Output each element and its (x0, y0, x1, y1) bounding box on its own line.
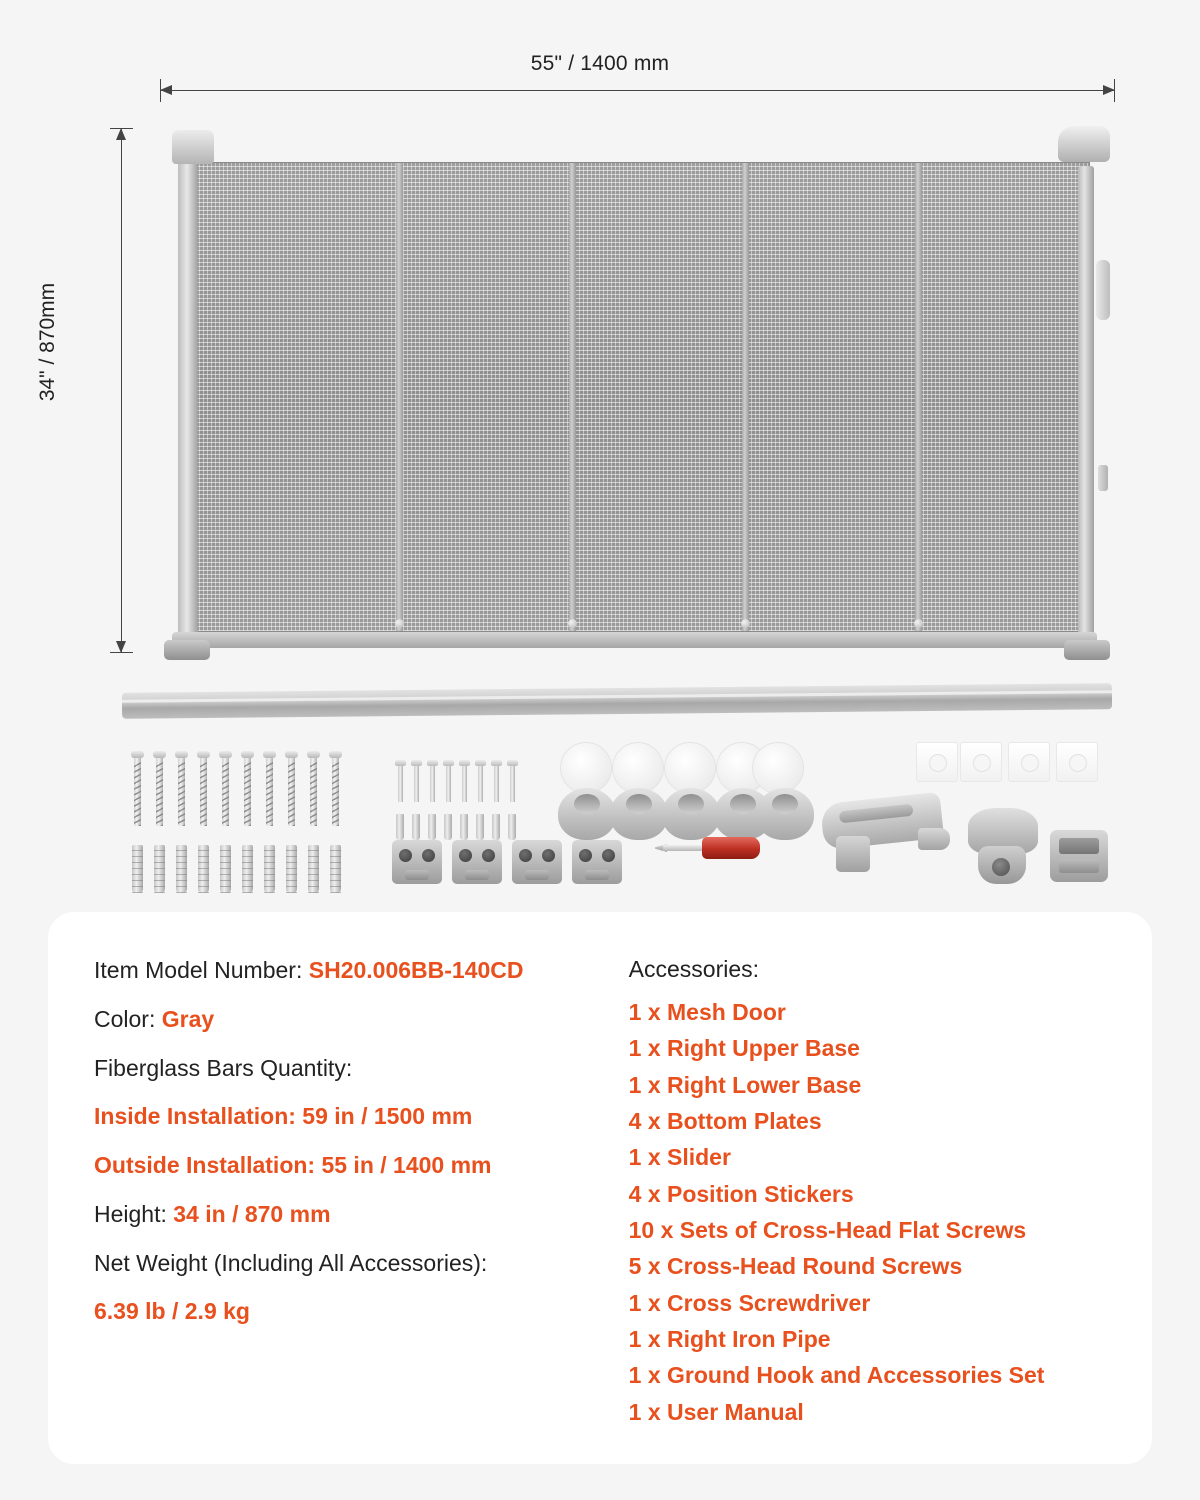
hook-sticker (1008, 742, 1050, 782)
wall-anchor (198, 845, 209, 893)
hook-sticker (916, 742, 958, 782)
hook-sticker (1056, 742, 1098, 782)
accessory-block (1050, 830, 1108, 882)
mesh-vertical-bar (569, 163, 576, 631)
gate-clip (1098, 465, 1108, 491)
spec-color (94, 1005, 629, 1034)
mesh-stud (568, 619, 577, 628)
accessory-item: 1 x Ground Hook and Accessories Set (628, 1362, 1045, 1389)
spec-model-number (94, 956, 629, 985)
accessory-item: 4 x Bottom Plates (628, 1107, 822, 1134)
arrow-down-icon (116, 641, 126, 653)
spec-card (48, 912, 1152, 1464)
position-sticker (560, 742, 612, 794)
small-screw (494, 764, 499, 802)
cross-screwdriver (655, 835, 760, 861)
accessory-item: 10 x Sets of Cross-Head Flat Screws (628, 1216, 1027, 1243)
accessory-item: 5 x Cross-Head Round Screws (628, 1253, 963, 1280)
bottom-plate (512, 840, 562, 884)
position-sticker (612, 742, 664, 794)
accessory-item: 1 x Right Upper Base (628, 1035, 860, 1062)
small-screw (414, 764, 419, 802)
small-anchor (492, 814, 500, 840)
wall-anchor (220, 845, 231, 893)
accessory-item: 1 x User Manual (628, 1398, 804, 1425)
bottom-rail (172, 632, 1097, 648)
wall-anchor (154, 845, 165, 893)
spec-net-weight-value: 6.39 lb / 2.9 kg (94, 1298, 250, 1325)
mesh-stud (395, 619, 404, 628)
small-anchor (428, 814, 436, 840)
round-knob (610, 788, 668, 840)
width-dimension-line (160, 90, 1115, 91)
spec-model-value: SH20.006BB-140CD (308, 957, 524, 983)
accessory-item: 1 x Cross Screwdriver (628, 1289, 871, 1316)
mesh-vertical-bar (915, 163, 922, 631)
retractable-gate-illustration (158, 120, 1118, 665)
arrow-right-icon (1103, 85, 1115, 95)
height-dimension-line (121, 128, 122, 653)
ground-hook (968, 808, 1038, 884)
wall-anchor (242, 845, 253, 893)
bottom-plate (572, 840, 622, 884)
small-anchor (508, 814, 516, 840)
spec-left-column (94, 956, 629, 1464)
position-sticker (752, 742, 804, 794)
width-dimension-label: 55" / 1400 mm (530, 52, 670, 75)
small-anchor (396, 814, 404, 840)
round-knob (558, 788, 616, 840)
mesh-stud (914, 619, 923, 628)
accessory-item: 1 x Right Lower Base (628, 1071, 862, 1098)
round-knob (756, 788, 814, 840)
small-screw (510, 764, 515, 802)
left-rail (178, 156, 198, 641)
small-anchor (476, 814, 484, 840)
bottom-plate (392, 840, 442, 884)
spec-height (94, 1200, 629, 1229)
accessory-item: 1 x Slider (628, 1144, 731, 1171)
wall-anchor (330, 845, 341, 893)
spec-fiberglass-bars-quantity: Fiberglass Bars Quantity: (94, 1054, 353, 1081)
spec-color-label: Color: (94, 1005, 162, 1032)
spec-net-weight-label: Net Weight (Including All Accessories): (94, 1249, 488, 1276)
spec-height-label: Height: (94, 1200, 174, 1227)
wall-anchor (132, 845, 143, 893)
mesh-vertical-bar (396, 163, 403, 631)
small-screw (446, 764, 451, 802)
accessory-item: 1 x Right Iron Pipe (628, 1325, 831, 1352)
wall-anchor (286, 845, 297, 893)
spec-height-value: 34 in / 870 mm (173, 1200, 331, 1227)
spec-color-value: Gray (161, 1005, 215, 1032)
accessories-title: Accessories: (628, 956, 760, 982)
gate-handle (1096, 260, 1110, 320)
left-upper-base (172, 130, 214, 164)
accessory-item: 4 x Position Stickers (628, 1180, 854, 1207)
spec-outside-installation: Outside Installation: 55 in / 1400 mm (94, 1152, 492, 1178)
right-upper-base (1058, 126, 1110, 162)
spec-model-label: Item Model Number: (94, 957, 309, 983)
wall-anchor (264, 845, 275, 893)
small-screw (462, 764, 467, 802)
spec-right-column (629, 956, 1106, 1464)
right-iron-pipe (1078, 166, 1094, 636)
slider-housing (822, 798, 954, 878)
accessory-item: 1 x Mesh Door (628, 999, 786, 1025)
left-lower-base (164, 640, 210, 660)
accessories-illustration (0, 740, 1200, 900)
arrow-left-icon (160, 85, 172, 95)
mesh-stud (741, 619, 750, 628)
hook-sticker (960, 742, 1002, 782)
right-lower-base (1064, 640, 1110, 660)
top-track-rail (122, 683, 1112, 719)
bottom-plate (452, 840, 502, 884)
arrow-up-icon (116, 128, 126, 140)
small-screw (478, 764, 483, 802)
position-sticker (664, 742, 716, 794)
height-dimension-label: 34" / 870mm (36, 282, 59, 402)
small-anchor (444, 814, 452, 840)
wall-anchor (308, 845, 319, 893)
spec-inside-installation: Inside Installation: 59 in / 1500 mm (94, 1103, 473, 1130)
wall-anchor (176, 845, 187, 893)
mesh-panel (190, 162, 1090, 632)
small-anchor (412, 814, 420, 840)
small-screw (398, 764, 403, 802)
small-screw (430, 764, 435, 802)
small-anchor (460, 814, 468, 840)
round-knob (662, 788, 720, 840)
mesh-vertical-bar (742, 163, 749, 631)
